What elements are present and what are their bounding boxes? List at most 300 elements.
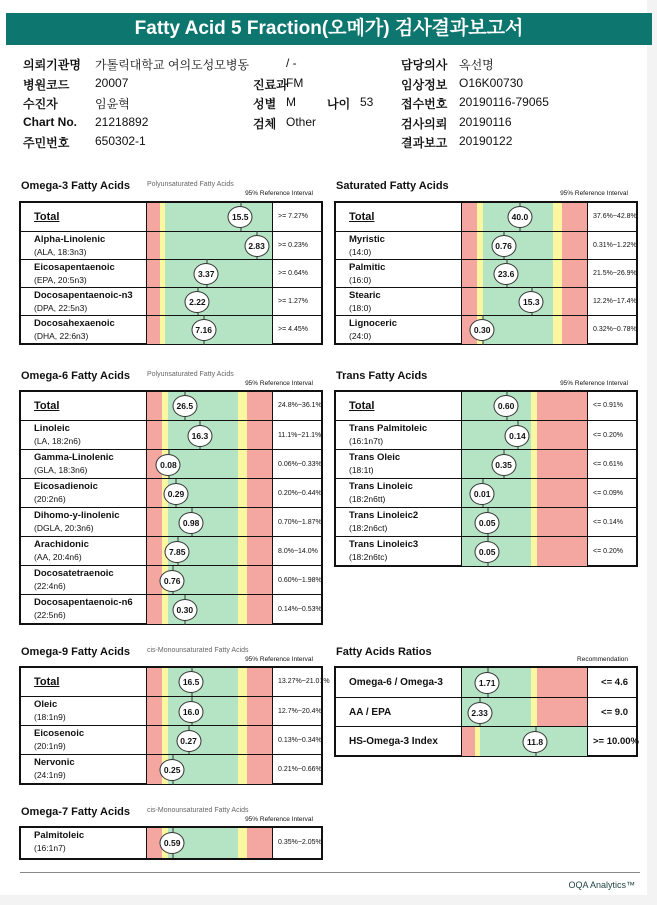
range-bar xyxy=(462,260,588,288)
reference-value: 0.35%~2.05% xyxy=(278,839,322,846)
reference-value: >= 10.00% xyxy=(593,736,639,747)
analyte-code: (16:1n7) xyxy=(34,842,66,853)
range-bar xyxy=(462,450,588,479)
section-title: Omega-6 Fatty Acids xyxy=(21,370,131,382)
reference-value: >= 1.27% xyxy=(278,298,308,305)
info-value: FM xyxy=(286,75,304,90)
result-value: 0.35 xyxy=(491,454,516,476)
result-row xyxy=(21,392,321,420)
analyte-name: Lignoceric xyxy=(349,318,398,329)
result-value: 0.05 xyxy=(475,541,500,563)
result-row xyxy=(336,449,636,478)
omega3-table xyxy=(19,201,323,345)
range-zone xyxy=(238,392,247,420)
range-zone xyxy=(238,479,247,508)
range-zone xyxy=(165,203,273,231)
analyte-name: Linoleic xyxy=(34,423,70,434)
result-value: 0.76 xyxy=(160,570,185,592)
ratios-table xyxy=(334,666,638,757)
reference-value: <= 0.20% xyxy=(593,548,623,555)
range-zone xyxy=(147,537,162,566)
result-value: 0.60 xyxy=(494,395,519,417)
reference-value: <= 4.6 xyxy=(601,677,628,688)
analyte-code: (DPA, 22:5n3) xyxy=(34,302,88,313)
analyte-code: (14:0) xyxy=(349,246,372,257)
range-zone xyxy=(147,668,162,696)
range-zone xyxy=(238,595,247,624)
analyte-name: Dihomo-y-linolenic xyxy=(34,510,120,521)
analyte-code: (16:1n7t) xyxy=(349,435,384,446)
result-row xyxy=(21,287,321,315)
analyte-name: Trans Oleic xyxy=(349,452,401,463)
analyte-label xyxy=(21,755,147,784)
reference-value: 0.06%~0.33% xyxy=(278,461,322,468)
analyte-label: Total xyxy=(21,203,147,231)
range-zone xyxy=(562,288,587,316)
range-zone xyxy=(562,260,587,288)
range-zone xyxy=(247,450,272,479)
result-value: 15.3 xyxy=(519,291,544,313)
result-row xyxy=(336,392,636,420)
analyte-label xyxy=(21,537,147,566)
result-value: 3.37 xyxy=(194,263,219,285)
range-zone xyxy=(238,508,247,537)
analyte-label xyxy=(21,450,147,479)
section-title: Omega-7 Fatty Acids xyxy=(21,806,131,818)
range-zone xyxy=(462,260,477,288)
range-zone xyxy=(462,727,475,756)
analyte-name: Trans Palmitoleic xyxy=(349,423,428,434)
analyte-label xyxy=(21,232,147,260)
info-key: 의뢰기관명 xyxy=(23,58,81,72)
result-row xyxy=(336,420,636,449)
range-zone xyxy=(247,668,272,696)
info-key: 병원코드 xyxy=(23,77,70,92)
result-value: 2.83 xyxy=(244,235,269,257)
range-zone xyxy=(238,828,247,858)
analyte-label xyxy=(21,828,147,858)
range-zone xyxy=(247,755,272,784)
reference-value: >= 0.64% xyxy=(278,270,308,277)
analyte-label xyxy=(21,566,147,595)
result-value: 0.25 xyxy=(160,759,185,781)
analyte-name: Gamma-Linolenic xyxy=(34,452,114,463)
range-zone xyxy=(537,698,587,727)
range-bar xyxy=(147,288,273,316)
footer-brand: OQA Analytics™ xyxy=(568,880,635,890)
result-row xyxy=(21,536,321,565)
analyte-name: Alpha-Linolenic xyxy=(34,234,106,245)
result-row xyxy=(21,594,321,623)
analyte-label xyxy=(336,479,462,508)
info-key: 주민번호 xyxy=(23,136,70,150)
result-row xyxy=(21,259,321,287)
range-zone xyxy=(238,668,247,696)
analyte-name: Docosatetraenoic xyxy=(34,568,114,579)
trans-table xyxy=(334,390,638,567)
analyte-label xyxy=(336,421,462,450)
analyte-label xyxy=(21,479,147,508)
result-value: 16.5 xyxy=(179,671,204,693)
analyte-name: Oleic xyxy=(34,699,58,710)
result-value: 0.27 xyxy=(176,730,201,752)
range-zone xyxy=(247,508,272,537)
range-zone xyxy=(247,479,272,508)
result-value: 0.59 xyxy=(160,832,185,854)
analyte-label xyxy=(336,232,462,260)
range-zone xyxy=(553,232,562,260)
info-key: 성별 xyxy=(253,97,277,111)
analyte-code: (24:0) xyxy=(349,330,372,341)
result-value: 2.33 xyxy=(467,702,492,724)
reference-value: 21.5%~26.9% xyxy=(593,270,637,277)
section-title: Omega-9 Fatty Acids xyxy=(21,646,131,658)
range-zone xyxy=(147,232,160,260)
reference-value: >= 7.27% xyxy=(278,213,308,220)
result-row xyxy=(21,725,321,754)
analyte-name: Trans Linoleic2 xyxy=(349,510,419,521)
info-key: 접수번호 xyxy=(401,97,448,111)
result-value: 0.05 xyxy=(475,512,500,534)
range-zone xyxy=(147,697,162,726)
analyte-label xyxy=(336,316,462,344)
reference-interval-label: 95% Reference Interval xyxy=(560,190,628,197)
reference-value: <= 0.14% xyxy=(593,519,623,526)
analyte-label xyxy=(21,595,147,624)
range-bar xyxy=(462,392,588,420)
analyte-code: (ALA, 18:3n3) xyxy=(34,246,87,257)
analyte-label xyxy=(21,288,147,316)
result-value: 23.6 xyxy=(494,263,519,285)
analyte-label xyxy=(21,508,147,537)
analyte-label xyxy=(336,288,462,316)
reference-value: 0.31%~1.22% xyxy=(593,242,637,249)
range-zone xyxy=(247,421,272,450)
analyte-code: (18:1t) xyxy=(349,464,374,475)
result-value: 2.22 xyxy=(185,291,210,313)
reference-value: 0.60%~1.98% xyxy=(278,577,322,584)
age-value: 53 xyxy=(360,95,374,109)
result-row xyxy=(336,668,636,697)
section-subtitle: cis-Monounsaturated Fatty Acids xyxy=(147,807,249,814)
result-row xyxy=(336,203,636,231)
analyte-name: Stearic xyxy=(349,290,381,301)
result-value: 7.85 xyxy=(165,541,190,563)
analyte-name: Eicosenoic xyxy=(34,728,85,739)
age-label: 나이 xyxy=(327,97,351,111)
reference-value: 0.70%~1.87% xyxy=(278,519,322,526)
analyte-name: Docosapentaenoic-n3 xyxy=(34,290,133,301)
range-zone xyxy=(238,566,247,595)
info-value: Other xyxy=(286,114,317,129)
analyte-label xyxy=(336,260,462,288)
result-row xyxy=(21,696,321,725)
result-row xyxy=(336,507,636,536)
range-zone xyxy=(462,288,477,316)
range-zone xyxy=(537,479,587,508)
reference-value: 0.21%~0.66% xyxy=(278,766,322,773)
range-zone xyxy=(238,697,247,726)
range-zone xyxy=(537,392,587,420)
analyte-name: Palmitic xyxy=(349,262,386,273)
info-key: 담당의사 xyxy=(401,58,448,72)
range-zone xyxy=(537,421,587,450)
reference-value: <= 0.91% xyxy=(593,402,623,409)
info-key: 결과보고 xyxy=(401,136,448,150)
analyte-label: AA / EPA xyxy=(336,698,462,727)
result-row xyxy=(21,507,321,536)
range-zone xyxy=(247,697,272,726)
result-row xyxy=(21,668,330,696)
range-zone xyxy=(537,508,587,537)
analyte-code: (24:1n9) xyxy=(34,769,66,780)
range-zone xyxy=(238,537,247,566)
range-zone xyxy=(562,203,587,231)
range-zone xyxy=(147,260,160,288)
info-value: 21218892 xyxy=(95,114,149,129)
range-zone xyxy=(562,316,587,344)
result-row xyxy=(21,231,321,259)
omega7-table xyxy=(19,826,323,860)
reference-value: 11.1%~21.1% xyxy=(278,432,322,439)
range-zone xyxy=(247,566,272,595)
result-row xyxy=(336,259,636,287)
range-zone xyxy=(238,726,247,755)
range-zone xyxy=(553,316,562,344)
reference-value: 37.6%~42.8% xyxy=(593,213,637,220)
reference-value: 0.14%~0.53% xyxy=(278,606,322,613)
info-key: 검체 xyxy=(253,116,277,131)
analyte-label xyxy=(21,421,147,450)
result-row xyxy=(336,478,636,507)
analyte-code: (20:2n6) xyxy=(34,493,66,504)
saturated-table xyxy=(334,201,638,345)
result-value: 0.29 xyxy=(163,483,188,505)
result-row xyxy=(21,420,321,449)
analyte-code: (18:2n6tc) xyxy=(349,551,388,562)
range-zone xyxy=(147,203,160,231)
result-value: 0.30 xyxy=(172,599,197,621)
result-value: 1.71 xyxy=(475,672,500,694)
info-value: 임윤혁 xyxy=(95,97,130,111)
range-zone xyxy=(147,316,160,344)
result-row xyxy=(336,697,636,726)
range-zone xyxy=(147,479,162,508)
analyte-code: (20:1n9) xyxy=(34,740,66,751)
analyte-label: Total xyxy=(336,392,462,420)
reference-interval-label: 95% Reference Interval xyxy=(245,380,313,387)
info-key: 검사의뢰 xyxy=(401,116,448,131)
result-value: 0.30 xyxy=(470,319,495,341)
analyte-label xyxy=(21,316,147,344)
range-zone xyxy=(238,450,247,479)
report-title: Fatty Acid 5 Fraction(오메가) 검사결과보고서 xyxy=(6,13,652,45)
analyte-code: (16:0) xyxy=(349,274,372,285)
analyte-code: (AA, 20:4n6) xyxy=(34,551,82,562)
range-zone xyxy=(238,755,247,784)
analyte-label xyxy=(336,537,462,566)
analyte-name: Eicosapentaenoic xyxy=(34,262,115,273)
range-bar xyxy=(147,508,273,537)
reference-value: >= 0.23% xyxy=(278,242,308,249)
analyte-label: Total xyxy=(336,203,462,231)
section-title: Fatty Acids Ratios xyxy=(336,646,432,658)
info-key: 임상정보 xyxy=(401,77,448,92)
result-value: 16.3 xyxy=(187,425,212,447)
analyte-label xyxy=(336,508,462,537)
result-row xyxy=(336,315,636,343)
range-bar xyxy=(147,726,273,755)
analyte-label xyxy=(21,697,147,726)
info-value: 20190122 xyxy=(459,134,513,148)
reference-value: <= 0.09% xyxy=(593,490,623,497)
range-zone xyxy=(247,392,272,420)
range-bar xyxy=(147,595,273,624)
result-row xyxy=(21,315,321,343)
reference-interval-label: 95% Reference Interval xyxy=(245,656,313,663)
analyte-code: (18:1n9) xyxy=(34,711,66,722)
reference-value: >= 4.45% xyxy=(278,326,308,333)
reference-value: 13.27%~21.01% xyxy=(278,678,330,685)
reference-value: 12.7%~20.4% xyxy=(278,708,322,715)
reference-value: 12.2%~17.4% xyxy=(593,298,637,305)
analyte-code: (18:2n6ct) xyxy=(349,522,388,533)
range-bar xyxy=(462,232,588,260)
info-value: 20190116 xyxy=(459,114,512,129)
section-subtitle: cis-Monounsaturated Fatty Acids xyxy=(147,647,249,654)
info-value: / - xyxy=(286,56,297,70)
analyte-code: (DHA, 22:6n3) xyxy=(34,330,89,341)
analyte-label: Total xyxy=(21,668,147,696)
range-zone xyxy=(553,288,562,316)
result-value: 11.8 xyxy=(523,731,548,753)
range-zone xyxy=(147,392,162,420)
range-zone xyxy=(537,537,587,566)
info-key: 수진자 xyxy=(23,97,58,111)
footer-divider xyxy=(20,872,640,873)
reference-value: 24.8%~36.1% xyxy=(278,402,322,409)
result-row xyxy=(21,565,321,594)
range-bar xyxy=(147,697,273,726)
range-zone xyxy=(247,828,272,858)
analyte-label xyxy=(21,260,147,288)
analyte-name: Docosahexaenoic xyxy=(34,318,115,329)
result-row xyxy=(21,449,321,478)
result-value: 0.76 xyxy=(491,235,516,257)
info-key: 진료과 xyxy=(253,77,288,92)
result-value: 16.0 xyxy=(179,701,204,723)
range-zone xyxy=(553,203,562,231)
result-value: 0.98 xyxy=(179,512,204,534)
reference-value: 0.13%~0.34% xyxy=(278,737,322,744)
analyte-code: (LA, 18:2n6) xyxy=(34,435,81,446)
reference-interval-label: 95% Reference Interval xyxy=(560,380,628,387)
result-value: 40.0 xyxy=(507,206,532,228)
analyte-name: Trans Linoleic3 xyxy=(349,539,419,550)
result-row xyxy=(21,828,321,858)
analyte-code: (22:5n6) xyxy=(34,609,66,620)
range-zone xyxy=(247,726,272,755)
range-zone xyxy=(165,316,273,344)
reference-value: 0.32%~0.78% xyxy=(593,326,637,333)
analyte-code: (DGLA, 20:3n6) xyxy=(34,522,94,533)
range-bar xyxy=(147,668,273,696)
reference-interval-label: 95% Reference Interval xyxy=(245,816,313,823)
section-title: Omega-3 Fatty Acids xyxy=(21,180,131,192)
range-zone xyxy=(462,232,477,260)
result-value: 0.08 xyxy=(156,454,181,476)
range-bar xyxy=(147,203,273,231)
section-subtitle: Polyunsaturated Fatty Acids xyxy=(147,371,234,378)
analyte-label xyxy=(21,726,147,755)
info-value: M xyxy=(286,95,296,109)
result-value: 0.14 xyxy=(505,425,530,447)
result-row xyxy=(21,203,321,231)
range-zone xyxy=(147,421,162,450)
info-value: 20190116-79065 xyxy=(459,95,549,109)
analyte-label: Omega-6 / Omega-3 xyxy=(336,668,462,697)
range-bar xyxy=(147,392,273,420)
section-title: Trans Fatty Acids xyxy=(336,370,428,382)
omega9-table xyxy=(19,666,330,785)
range-zone xyxy=(147,595,162,624)
result-value: 0.01 xyxy=(470,483,495,505)
info-key: Chart No. xyxy=(23,114,77,129)
analyte-name: Trans Linoleic xyxy=(349,481,413,492)
omega6-table xyxy=(19,390,323,625)
analyte-name: Nervonic xyxy=(34,757,75,768)
range-zone xyxy=(537,450,587,479)
analyte-code: (18:0) xyxy=(349,302,372,313)
reference-interval-label: 95% Reference Interval xyxy=(245,190,313,197)
range-zone xyxy=(165,288,273,316)
range-zone xyxy=(537,668,587,697)
result-value: 26.5 xyxy=(172,395,197,417)
info-value: 20007 xyxy=(95,75,129,90)
analyte-label: Total xyxy=(21,392,147,420)
reference-value: <= 0.20% xyxy=(593,432,623,439)
result-row xyxy=(336,287,636,315)
reference-interval-label: Recommendation xyxy=(577,656,628,663)
analyte-code: (EPA, 20:5n3) xyxy=(34,274,87,285)
result-value: 15.5 xyxy=(228,206,253,228)
reference-value: <= 0.61% xyxy=(593,461,623,468)
result-row xyxy=(336,231,636,259)
analyte-name: Arachidonic xyxy=(34,539,89,550)
range-zone xyxy=(553,260,562,288)
analyte-name: Eicosadienoic xyxy=(34,481,98,492)
reference-value: 0.20%~0.44% xyxy=(278,490,322,497)
range-zone xyxy=(247,537,272,566)
reference-value: 8.0%~14.0% xyxy=(278,548,318,555)
range-zone xyxy=(147,508,162,537)
section-subtitle: Polyunsaturated Fatty Acids xyxy=(147,181,234,188)
reference-value: <= 9.0 xyxy=(601,707,628,718)
analyte-label: HS-Omega-3 Index xyxy=(336,727,462,756)
analyte-name: Docosapentaenoic-n6 xyxy=(34,597,133,608)
range-zone xyxy=(147,288,160,316)
analyte-code: (22:4n6) xyxy=(34,580,66,591)
result-row xyxy=(21,754,321,783)
range-zone xyxy=(238,421,247,450)
range-zone xyxy=(562,232,587,260)
range-zone xyxy=(462,203,477,231)
analyte-name: Palmitoleic xyxy=(34,830,85,841)
info-value: O16K00730 xyxy=(459,75,524,90)
section-title: Saturated Fatty Acids xyxy=(336,180,449,192)
analyte-code: (GLA, 18:3n6) xyxy=(34,464,88,475)
analyte-code: (18:2n6tt) xyxy=(349,493,386,504)
